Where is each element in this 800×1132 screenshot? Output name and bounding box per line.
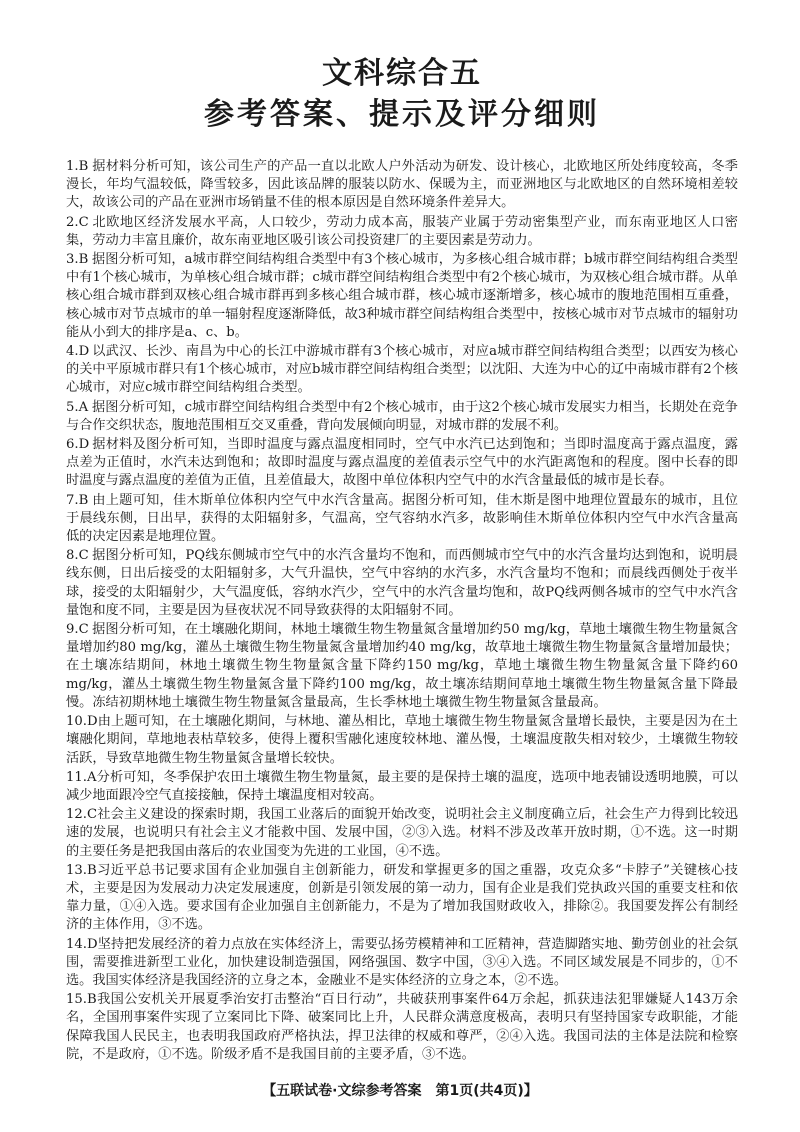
- answer-explanation: 据图分析可知，c城市群空间结构组合类型中有2个核心城市，由于这2个核心城市发展实力相当，长期处在竞争与合作交织状态，腹地范围相互交叉重叠，背向发展倾向明显，对城市群的发展不利。: [66, 399, 738, 433]
- answer-item: [66, 991, 738, 1064]
- answer-explanation: 由上题可知，在土壤融化期间，与林地、灌丛相比，草地土壤微生物生物量氮含量增长最快，主要是因为在土壤融化期间，草地地表枯草较多，使得上覆积雪融化速度较林地、灌丛慢，土壤温度散失相对较少，土壤微生物较活跃，导致草地微生物生物量氮含量增长较快。: [66, 714, 738, 766]
- answer-item: [66, 769, 738, 805]
- answer-explanation: 据图分析可知，a城市群空间结构组合类型中有3个核心城市，为多核心组合城市群；b城市群空间结构组合类型中有1个核心城市，为单核心组合城市群；c城市群空间结构组合类型中有2个核心城市，为双核心组合城市群。从单核心组合城市群到双核心组合城市群再到多核心组合城市群，核心城市逐渐增多，核心城市的腹地范围相互重叠，核心城市对节点城市的单一辐射程度逐渐降低，故3种城市群空间结构组合类型中，按核心城市对节点城市的辐射功能从小到大的排序是a、c、b。: [66, 252, 738, 340]
- answer-number: 13.B: [66, 862, 97, 878]
- answer-number: 5.A: [66, 399, 89, 415]
- answer-number: 3.B: [66, 252, 89, 268]
- answer-explanation: 分析可知，冬季保护农田土壤微生物生物量氮，最主要的是保持土壤的温度，选项中地表铺设透明地膜，可以减少地面跟冷空气直接接触，保持土壤温度相对较高。: [66, 769, 738, 803]
- answer-number: 6.D: [66, 437, 90, 453]
- answer-item: [66, 547, 738, 620]
- answer-number: 14.D: [66, 936, 98, 952]
- answer-item: [66, 862, 738, 935]
- page-subtitle: 参考答案、提示及评分细则: [204, 97, 600, 132]
- answer-item: [66, 713, 738, 768]
- answer-explanation: 坚持把发展经济的着力点放在实体经济上，需要弘扬劳模精神和工匠精神，营造脚踏实地、勤劳创业的社会氛围，需要推进新型工业化，加快建设制造强国，网络强国、数字中国，③④入选。不同区域发展是不同步的，①不选。我国实体经济是我国经济的立身之本，金融业不是实体经济的立身之本，②不选。: [66, 936, 738, 988]
- answer-explanation: 由上题可知，佳木斯单位体积内空气中水汽含量高。据图分析可知，佳木斯是图中地理位置最东的城市，且位于晨线东侧，日出早，获得的太阳辐射多，气温高，空气容纳水汽多，故影响佳木斯单位体积内空气中水汽含量高低的决定因素是地理位置。: [66, 492, 738, 545]
- answer-explanation: 习近平总书记要求国有企业加强自主创新能力，研发和掌握更多的国之重器，攻克众多“卡脖子”关键核心技术，主要是因为发展动力决定发展速度，创新是引领发展的第一动力，国有企业是我们党执政兴国的重要支柱和依靠力量，①④入选。要求国有企业加强自主创新能力，不是为了增加我国财政收入，排除②。我国要发挥公有制经济的主体作用，③不选。: [66, 862, 738, 933]
- page-footer: 【五联试卷·文综参考答案 第1页(共4页)】: [262, 1083, 538, 1099]
- answer-item: [66, 936, 738, 991]
- answer-explanation: 以武汉、长沙、南昌为中心的长江中游城市群有3个核心城市，对应a城市群空间结构组合类型；以西安为核心的关中平原城市群只有1个核心城市，对应b城市群空间结构组合类型；以沈阳、大连为中心的辽中南城市群有2个核心城市，对应c城市群空间结构组合类型。: [66, 344, 738, 396]
- answer-number: 10.D: [66, 714, 98, 730]
- answer-list: [66, 158, 738, 1064]
- answer-item: [66, 343, 738, 398]
- answer-number: 8.C: [66, 548, 89, 564]
- answer-item: [66, 214, 738, 250]
- answer-number: 15.B: [66, 992, 97, 1008]
- answer-explanation: 据材料分析可知，该公司生产的产品一直以北欧人户外活动为研发、设计核心，北欧地区所处纬度较高，冬季漫长，年均气温较低，降雪较多，因此该品牌的服装以防水、保暖为主，而亚洲地区与北欧地区的自然环境相差较大，故该公司的产品在亚洲市场销量不佳的根本原因是自然环境条件差异大。: [66, 159, 738, 211]
- answer-explanation: 社会主义建设的探索时期，我国工业落后的面貌开始改变，说明社会主义制度确立后，社会生产力得到比较迅速的发展，也说明只有社会主义才能救中国、发展中国，②③入选。材料不涉及改革开放时期，①不选。这一时期的主要任务是把我国由落后的农业国变为先进的工业国，④不选。: [66, 807, 738, 859]
- answer-explanation: 北欧地区经济发展水平高，人口较少，劳动力成本高，服装产业属于劳动密集型产业，而东南亚地区人口密集，劳动力丰富且廉价，故东南亚地区吸引该公司投资建厂的主要因素是劳动力。: [66, 214, 738, 248]
- answer-item: [66, 399, 738, 435]
- answer-number: 2.C: [66, 214, 89, 230]
- answer-explanation: 据材料及图分析可知，当即时温度与露点温度相同时，空气中水汽已达到饱和；当即时温度高于露点温度，露点差为正值时，水汽未达到饱和；故即时温度与露点温度的差值表示空气中的水汽距离饱和的程度。图中长春的即时温度与露点温度的差值为正值，且差值最大，故图中单位体积内空气中的水汽含量最低的城市是长春。: [66, 437, 738, 489]
- answer-number: 9.C: [66, 622, 89, 638]
- answer-item: [66, 436, 738, 491]
- answer-number: 1.B: [66, 159, 89, 174]
- answer-explanation: 据图分析可知，PQ线东侧城市空气中的水汽含量均不饱和，而西侧城市空气中的水汽含量均达到饱和，说明晨线东侧，日出后接受的太阳辐射多，大气升温快，空气中容纳的水汽多，水汽含量均不饱和；而晨线西侧处于夜半球，接受的太阳辐射少，大气温度低，容纳水汽少，空气中的水汽含量均饱和，故PQ线两侧各城市的空气中水汽含量饱和度不同，主要是因为昼夜状况不同导致获得的太阳辐射不同。: [66, 548, 738, 618]
- answer-number: 12.C: [66, 807, 98, 823]
- answer-number: 7.B: [66, 492, 89, 508]
- answer-number: 4.D: [66, 344, 90, 360]
- answer-number: 11.A: [66, 769, 97, 785]
- answer-item: [66, 158, 738, 213]
- answer-item: [66, 251, 738, 342]
- answer-item: [66, 806, 738, 861]
- answer-item: [66, 492, 738, 547]
- answer-explanation: 我国公安机关开展夏季治安打击整治“百日行动”，共破获刑事案件64万余起，抓获违法犯罪嫌疑人143万余名，全国刑事案件实现了立案同比下降、破案同比上升，人民群众满意度极高，表明只有坚持国家专政职能，才能保障我国人民民主，也表明我国政府严格执法，捍卫法律的权威和尊严，②④入选。我国司法的主体是法院和检察院，不是政府，①不选。阶级矛盾不是我国目前的主要矛盾，③不选。: [66, 992, 738, 1062]
- answer-explanation: 据图分析可知，在土壤融化期间，林地土壤微生物生物量氮含量增加约50 mg/kg，草地土壤微生物生物量氮含量增加约80 mg/kg，灌丛土壤微生物生物量氮含量增加约40 mg/kg，故草地土壤微生物生物量氮含量增加最快；在土壤冻结期间，林地土壤微生物生物量氮含量下降约150 mg/kg，草地土壤微生物生物量氮含量下降约60 mg/kg，灌丛土壤微生物生物量氮含量下降约100 mg/kg，故土壤冻结期间草地土壤微生物生物量氮含量下降最慢。冻结初期林地土壤微生物生物量氮含量最高，生长季林地土壤微生物生物量氮含量最高。: [66, 622, 738, 710]
- answer-item: [66, 621, 738, 712]
- page-title: 文科综合五: [322, 56, 482, 91]
